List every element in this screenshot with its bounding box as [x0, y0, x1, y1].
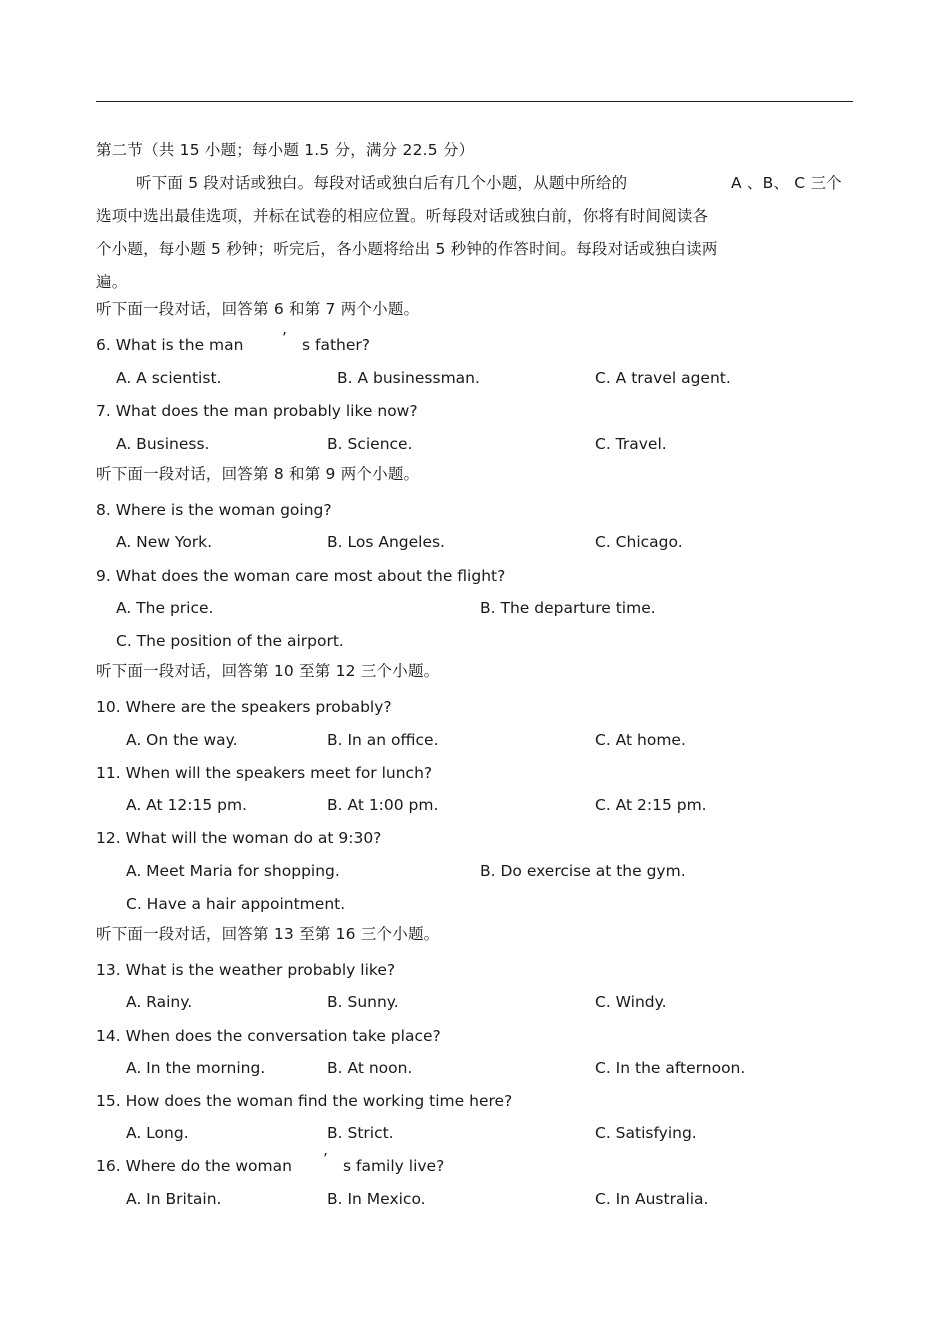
section-title: 第二节（共 15 小题；每小题 1.5 分，满分 22.5 分） — [96, 141, 475, 159]
question-6-stem — [96, 335, 243, 355]
question-6-stem-a: 6. What is the man — [96, 336, 244, 354]
option-a[interactable]: A. New York. — [116, 533, 213, 551]
question-16-stem — [96, 1156, 292, 1176]
option-b[interactable]: B. In an office. — [327, 731, 439, 749]
option-b[interactable]: B. Do exercise at the gym. — [480, 862, 686, 880]
option-c[interactable]: C. In Australia. — [595, 1190, 709, 1208]
question-11-stem: 11. When will the speakers meet for lunch? — [96, 764, 433, 782]
header-rule — [96, 101, 853, 102]
intro-line-3: 个小题，每小题 5 秒钟；听完后，各小题将给出 5 秒钟的作答时间。每段对话或独白读两 — [96, 240, 718, 258]
question-13-stem: 13. What is the weather probably like? — [96, 961, 396, 979]
option-a[interactable]: A. In Britain. — [126, 1190, 222, 1208]
option-a[interactable]: A. At 12:15 pm. — [126, 796, 247, 814]
option-a[interactable]: A. A scientist. — [116, 369, 222, 387]
option-c[interactable]: C. In the afternoon. — [595, 1059, 746, 1077]
question-14-stem: 14. When does the conversation take place? — [96, 1027, 441, 1045]
option-c[interactable]: C. Windy. — [595, 993, 667, 1011]
group-instruction: 听下面一段对话，回答第 6 和第 7 两个小题。 — [96, 300, 420, 318]
apostrophe: ’ — [323, 1150, 328, 1168]
option-c[interactable]: C. A travel agent. — [595, 369, 731, 387]
question-15-stem: 15. How does the woman find the working time here? — [96, 1092, 513, 1110]
question-16-stem-a: 16. Where do the woman — [96, 1157, 292, 1175]
option-c[interactable]: C. Have a hair appointment. — [126, 895, 346, 913]
option-c[interactable]: C. Chicago. — [595, 533, 683, 551]
question-6-stem-b: s father? — [302, 336, 370, 354]
option-b[interactable]: B. In Mexico. — [327, 1190, 426, 1208]
option-a[interactable]: A. In the morning. — [126, 1059, 266, 1077]
group-instruction: 听下面一段对话，回答第 10 至第 12 三个小题。 — [96, 662, 440, 680]
option-b[interactable]: B. Los Angeles. — [327, 533, 445, 551]
option-c[interactable]: C. Satisfying. — [595, 1124, 697, 1142]
question-16-stem-b: s family live? — [343, 1157, 445, 1175]
option-a[interactable]: A. Long. — [126, 1124, 189, 1142]
group-instruction: 听下面一段对话，回答第 8 和第 9 两个小题。 — [96, 465, 420, 483]
option-a[interactable]: A. The price. — [116, 599, 214, 617]
apostrophe: ’ — [282, 329, 287, 347]
group-instruction: 听下面一段对话，回答第 13 至第 16 三个小题。 — [96, 925, 440, 943]
option-b[interactable]: B. Strict. — [327, 1124, 394, 1142]
question-8-stem: 8. Where is the woman going? — [96, 501, 332, 519]
option-c[interactable]: C. At 2:15 pm. — [595, 796, 707, 814]
intro-line-2: 选项中选出最佳选项，并标在试卷的相应位置。听每段对话或独白前，你将有时间阅读各 — [96, 207, 709, 225]
option-b[interactable]: B. At noon. — [327, 1059, 413, 1077]
option-c[interactable]: C. Travel. — [595, 435, 667, 453]
option-a[interactable]: A. On the way. — [126, 731, 238, 749]
intro-line-4: 遍。 — [96, 273, 128, 291]
option-a[interactable]: A. Rainy. — [126, 993, 193, 1011]
question-12-stem: 12. What will the woman do at 9:30? — [96, 829, 382, 847]
question-10-stem: 10. Where are the speakers probably? — [96, 698, 392, 716]
intro-line-1b: A 、B、 C 三个 — [731, 174, 842, 192]
option-c[interactable]: C. The position of the airport. — [116, 632, 344, 650]
option-b[interactable]: B. At 1:00 pm. — [327, 796, 439, 814]
option-b[interactable]: B. The departure time. — [480, 599, 656, 617]
question-9-stem: 9. What does the woman care most about the flight? — [96, 567, 506, 585]
option-b[interactable]: B. Sunny. — [327, 993, 399, 1011]
intro-line-1a: 听下面 5 段对话或独白。每段对话或独白后有几个小题，从题中所给的 — [136, 174, 628, 192]
option-a[interactable]: A. Meet Maria for shopping. — [126, 862, 340, 880]
option-b[interactable]: B. Science. — [327, 435, 413, 453]
question-7-stem: 7. What does the man probably like now? — [96, 402, 418, 420]
option-c[interactable]: C. At home. — [595, 731, 686, 749]
option-a[interactable]: A. Business. — [116, 435, 210, 453]
option-b[interactable]: B. A businessman. — [337, 369, 480, 387]
